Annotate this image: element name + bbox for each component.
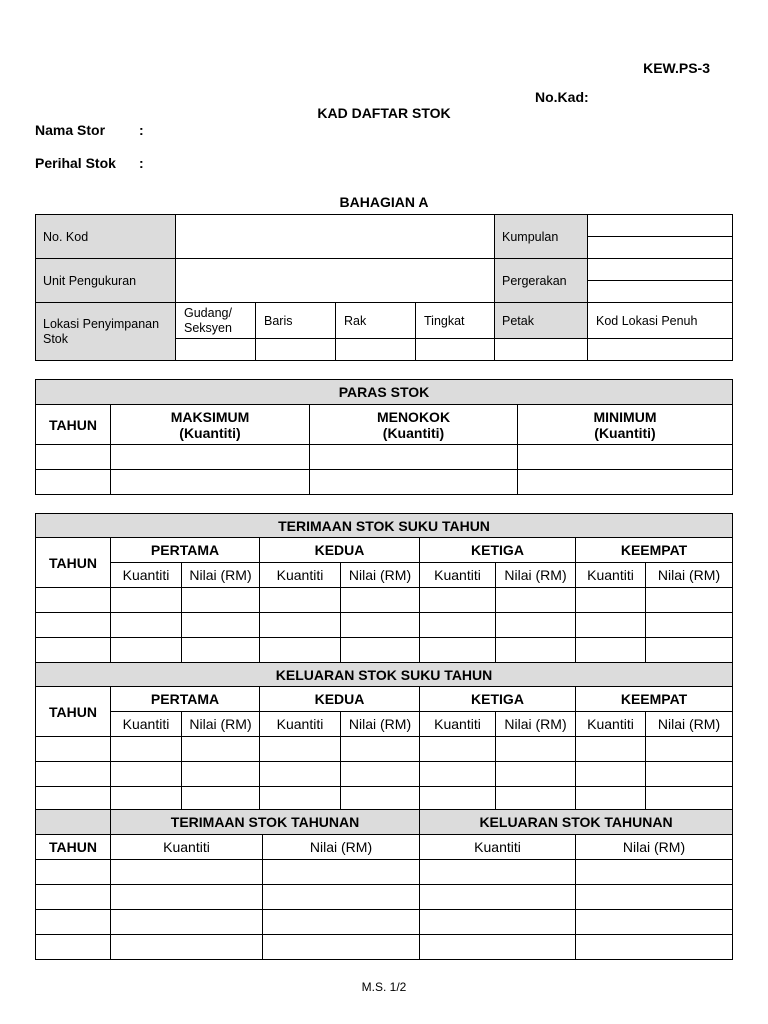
terimaan-q2-header: KEDUA: [260, 538, 420, 563]
table-cell[interactable]: [496, 737, 576, 762]
menokok-header: MENOKOK (Kuantiti): [310, 405, 518, 445]
table-cell[interactable]: [36, 762, 111, 787]
table-cell[interactable]: [341, 762, 420, 787]
petak-field[interactable]: [495, 339, 588, 361]
keluaran-q3-header: KETIGA: [420, 687, 576, 712]
terimaan-q3-kuantiti: Kuantiti: [420, 563, 496, 588]
unit-pengukuran-label: Unit Pengukuran: [36, 259, 176, 303]
table-cell[interactable]: [111, 935, 263, 960]
table-cell[interactable]: [518, 470, 733, 495]
petak-label: Petak: [495, 303, 588, 339]
table-cell[interactable]: [576, 860, 733, 885]
table-cell[interactable]: [111, 860, 263, 885]
table-cell[interactable]: [182, 787, 260, 812]
table-cell[interactable]: [341, 737, 420, 762]
tahunan-tahun-header: TAHUN: [36, 835, 111, 860]
table-cell[interactable]: [646, 613, 733, 638]
terimaan-q4-header: KEEMPAT: [576, 538, 733, 563]
terimaan-tahunan-title: TERIMAAN STOK TAHUNAN: [111, 810, 420, 835]
table-row: [36, 737, 733, 762]
terimaan-q4-kuantiti: Kuantiti: [576, 563, 646, 588]
suku-tahun-table: [35, 513, 733, 812]
keluaran-q1-nilai: Nilai (RM): [182, 712, 260, 737]
table-cell[interactable]: [260, 613, 341, 638]
keluaran-q4-kuantiti: Kuantiti: [576, 712, 646, 737]
table-cell[interactable]: [576, 910, 733, 935]
baris-field[interactable]: [256, 339, 336, 361]
no-kod-field[interactable]: [176, 215, 495, 259]
paras-stok-title: PARAS STOK: [36, 380, 733, 405]
pergerakan-label: Pergerakan: [495, 259, 588, 303]
kumpulan-field-2[interactable]: [588, 237, 733, 259]
tingkat-field[interactable]: [416, 339, 495, 361]
table-cell[interactable]: [182, 762, 260, 787]
nama-stor-label: Nama Stor: [35, 122, 106, 138]
keluaran-q1-kuantiti: Kuantiti: [111, 712, 182, 737]
terimaan-tahunan-kuantiti: Kuantiti: [111, 835, 263, 860]
kod-lokasi-penuh-label: Kod Lokasi Penuh: [588, 303, 733, 339]
table-row: [36, 787, 733, 812]
table-cell[interactable]: [420, 638, 496, 663]
terimaan-q3-nilai: Nilai (RM): [496, 563, 576, 588]
table-row: [36, 762, 733, 787]
table-cell[interactable]: [646, 638, 733, 663]
table-cell[interactable]: [260, 638, 341, 663]
table-cell[interactable]: [263, 935, 420, 960]
table-row: [36, 910, 733, 935]
table-cell[interactable]: [341, 638, 420, 663]
table-cell[interactable]: [496, 762, 576, 787]
table-row: [36, 935, 733, 960]
rak-field[interactable]: [336, 339, 416, 361]
rak-label: Rak: [336, 303, 416, 339]
table-cell[interactable]: [260, 588, 341, 613]
no-kad-label: No.Kad:: [535, 89, 589, 105]
minimum-header: MINIMUM (Kuantiti): [518, 405, 733, 445]
tahunan-corner: [36, 810, 111, 835]
form-code: KEW.PS-3: [643, 60, 710, 76]
keluaran-tahunan-kuantiti: Kuantiti: [420, 835, 576, 860]
lokasi-label: Lokasi Penyimpanan Stok: [36, 303, 176, 361]
tingkat-label: Tingkat: [416, 303, 495, 339]
paras-stok-table: [35, 379, 733, 495]
table-cell[interactable]: [36, 588, 111, 613]
table-cell[interactable]: [182, 613, 260, 638]
table-cell[interactable]: [576, 885, 733, 910]
table-row: [36, 860, 733, 885]
table-cell[interactable]: [420, 588, 496, 613]
table-cell[interactable]: [111, 910, 263, 935]
terimaan-tahunan-nilai: Nilai (RM): [263, 835, 420, 860]
table-cell[interactable]: [310, 470, 518, 495]
table-cell[interactable]: [420, 613, 496, 638]
table-cell[interactable]: [111, 470, 310, 495]
keluaran-q3-nilai: Nilai (RM): [496, 712, 576, 737]
perihal-stok-label: Perihal Stok: [35, 155, 116, 171]
table-cell[interactable]: [518, 445, 733, 470]
table-cell[interactable]: [111, 638, 182, 663]
table-cell[interactable]: [111, 762, 182, 787]
table-cell[interactable]: [646, 737, 733, 762]
terimaan-q2-kuantiti: Kuantiti: [260, 563, 341, 588]
table-cell[interactable]: [182, 638, 260, 663]
table-cell[interactable]: [36, 737, 111, 762]
table-cell[interactable]: [36, 787, 111, 812]
table-cell[interactable]: [496, 613, 576, 638]
maksimum-header: MAKSIMUM (Kuantiti): [111, 405, 310, 445]
terimaan-q1-kuantiti: Kuantiti: [111, 563, 182, 588]
table-row: [36, 445, 733, 470]
table-cell[interactable]: [263, 885, 420, 910]
keluaran-q2-header: KEDUA: [260, 687, 420, 712]
bahagian-a-table: [35, 214, 733, 361]
unit-pengukuran-field[interactable]: [176, 259, 495, 303]
keluaran-tahunan-title: KELUARAN STOK TAHUNAN: [420, 810, 733, 835]
table-cell[interactable]: [576, 638, 646, 663]
table-cell[interactable]: [260, 762, 341, 787]
keluaran-q4-header: KEEMPAT: [576, 687, 733, 712]
table-cell[interactable]: [576, 613, 646, 638]
terimaan-q4-nilai: Nilai (RM): [646, 563, 733, 588]
table-cell[interactable]: [420, 910, 576, 935]
table-cell[interactable]: [111, 787, 182, 812]
kumpulan-field-1[interactable]: [588, 215, 733, 237]
table-row: [36, 470, 733, 495]
terimaan-q1-nilai: Nilai (RM): [182, 563, 260, 588]
table-cell[interactable]: [646, 762, 733, 787]
terimaan-q1-header: PERTAMA: [111, 538, 260, 563]
table-cell[interactable]: [260, 787, 341, 812]
tahunan-table: [35, 809, 733, 960]
table-cell[interactable]: [182, 588, 260, 613]
gudang-field[interactable]: [176, 339, 256, 361]
table-cell[interactable]: [576, 737, 646, 762]
keluaran-q1-header: PERTAMA: [111, 687, 260, 712]
table-cell[interactable]: [496, 588, 576, 613]
table-cell[interactable]: [111, 737, 182, 762]
table-cell[interactable]: [496, 638, 576, 663]
table-cell[interactable]: [576, 787, 646, 812]
table-cell[interactable]: [111, 885, 263, 910]
table-cell[interactable]: [420, 935, 576, 960]
gudang-label: Gudang/ Seksyen: [176, 303, 256, 339]
table-cell[interactable]: [576, 935, 733, 960]
paras-tahun-header: TAHUN: [36, 405, 111, 445]
table-cell[interactable]: [36, 860, 111, 885]
keluaran-q4-nilai: Nilai (RM): [646, 712, 733, 737]
keluaran-q2-kuantiti: Kuantiti: [260, 712, 341, 737]
perihal-stok-colon: :: [139, 155, 144, 171]
table-cell[interactable]: [36, 470, 111, 495]
table-cell[interactable]: [420, 860, 576, 885]
table-cell[interactable]: [310, 445, 518, 470]
table-cell[interactable]: [341, 613, 420, 638]
table-row: [36, 638, 733, 663]
table-row: [36, 588, 733, 613]
table-cell[interactable]: [420, 885, 576, 910]
table-cell[interactable]: [111, 445, 310, 470]
keluaran-title: KELUARAN STOK SUKU TAHUN: [36, 663, 733, 687]
table-cell[interactable]: [263, 860, 420, 885]
table-cell[interactable]: [36, 445, 111, 470]
baris-label: Baris: [256, 303, 336, 339]
bahagian-a-title: BAHAGIAN A: [339, 194, 429, 210]
table-cell[interactable]: [36, 613, 111, 638]
table-cell[interactable]: [341, 588, 420, 613]
table-cell[interactable]: [111, 588, 182, 613]
table-cell[interactable]: [420, 737, 496, 762]
table-cell[interactable]: [260, 737, 341, 762]
table-cell[interactable]: [576, 762, 646, 787]
pergerakan-field-1[interactable]: [588, 259, 733, 281]
nama-stor-colon: :: [139, 122, 144, 138]
terimaan-q3-header: KETIGA: [420, 538, 576, 563]
terimaan-tahun-header: TAHUN: [36, 538, 111, 588]
table-row: [36, 613, 733, 638]
keluaran-q2-nilai: Nilai (RM): [341, 712, 420, 737]
keluaran-tahun-header: TAHUN: [36, 687, 111, 737]
table-cell[interactable]: [496, 787, 576, 812]
table-cell[interactable]: [420, 787, 496, 812]
table-cell[interactable]: [646, 588, 733, 613]
table-cell[interactable]: [36, 885, 111, 910]
no-kod-label: No. Kod: [36, 215, 176, 259]
table-cell[interactable]: [263, 910, 420, 935]
table-cell[interactable]: [646, 787, 733, 812]
keluaran-q3-kuantiti: Kuantiti: [420, 712, 496, 737]
table-cell[interactable]: [36, 910, 111, 935]
table-cell[interactable]: [420, 762, 496, 787]
table-cell[interactable]: [182, 737, 260, 762]
table-row: [36, 885, 733, 910]
kumpulan-label: Kumpulan: [495, 215, 588, 259]
terimaan-title: TERIMAAN STOK SUKU TAHUN: [36, 514, 733, 538]
table-cell[interactable]: [341, 787, 420, 812]
table-cell[interactable]: [111, 613, 182, 638]
kod-lokasi-penuh-field[interactable]: [588, 339, 733, 361]
table-cell[interactable]: [576, 588, 646, 613]
page-title: KAD DAFTAR STOK: [317, 105, 451, 121]
table-cell[interactable]: [36, 638, 111, 663]
page-number: M.S. 1/2: [361, 980, 407, 994]
table-cell[interactable]: [36, 935, 111, 960]
keluaran-tahunan-nilai: Nilai (RM): [576, 835, 733, 860]
pergerakan-field-2[interactable]: [588, 281, 733, 303]
terimaan-q2-nilai: Nilai (RM): [341, 563, 420, 588]
